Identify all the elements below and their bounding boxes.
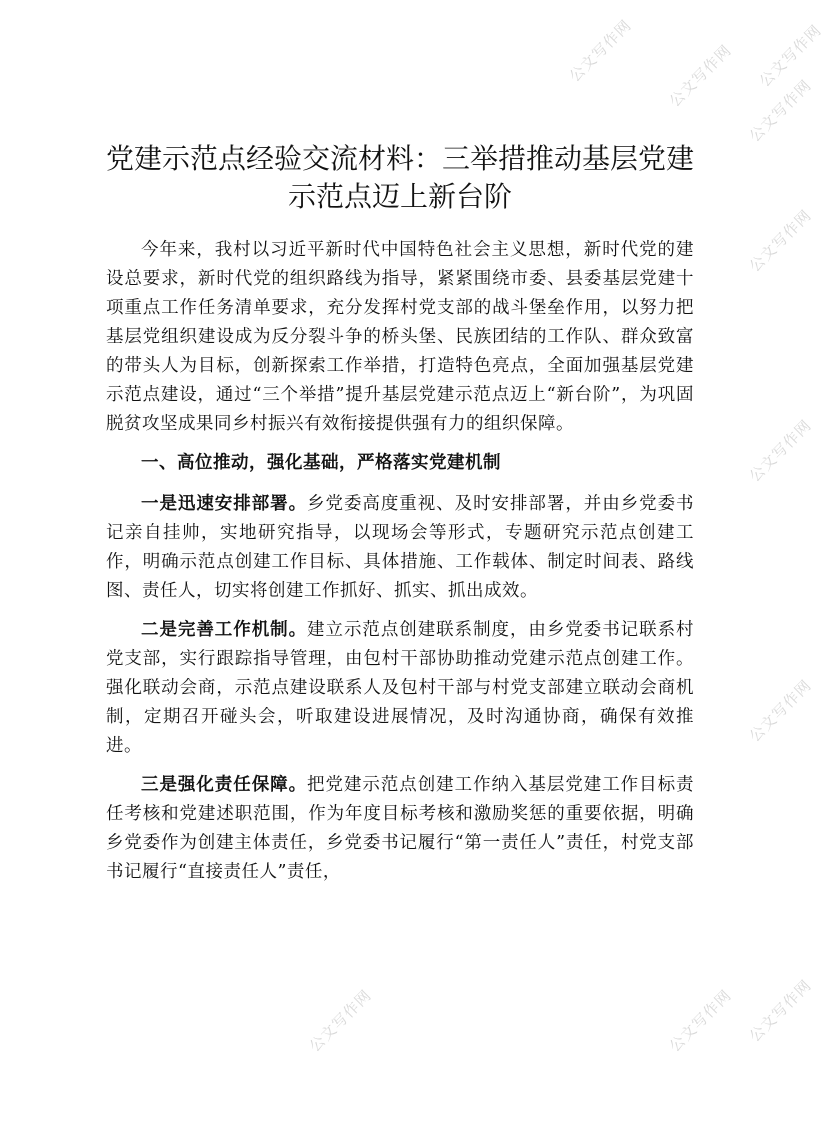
watermark-text: 公文写作网 [745,206,816,276]
watermark-text: 公文写作网 [745,76,816,146]
watermark-text: 公文写作网 [745,676,816,746]
item-paragraph-1 [106,490,694,606]
intro-paragraph: 今年来，我村以习近平新时代中国特色社会主义思想，新时代党的建设总要求，新时代党的组织路线为指导，紧紧围绕市委、县委基层党建十项重点工作任务清单要求，充分发挥村党支部的战斗堡垒作用，以努力把基层党组织建设成为反分裂斗争的桥头堡、民族团结的工作队、群众致富的带头人为目标，创新探索工作举措，打造特色亮点，全面加强基层党建示范点建设，通过“三个举措”提升基层党建示范点迈上“新台阶”，为巩固脱贫攻坚成果同乡村振兴有效衔接提供强有力的组织保障。 [106,240,694,434]
document-title: 党建示范点经验交流材料：三举措推动基层党建示范点迈上新台阶 [106,142,695,213]
watermark-text: 公文写作网 [305,986,376,1056]
watermark-text: 公文写作网 [755,21,826,91]
item-lead-1: 一是迅速安排部署。 [141,494,308,514]
watermark-text: 公文写作网 [565,16,636,86]
document-page [106,140,694,897]
section-heading-1: 一、高位推动，强化基础，严格落实党建机制 [141,453,501,473]
item-text-1: 乡党委高度重视、及时安排部署，并由乡党委书记亲自挂帅，实地研究指导，以现场会等形式，专题研究示范点创建工作，明确示范点创建工作目标、具体措施、工作载体、制定时间表、路线图、责任人，切实将创建工作抓好、抓实、抓出成效。 [106,494,695,601]
watermark-text: 公文写作网 [665,41,736,111]
watermark-text: 公文写作网 [745,976,816,1046]
item-text-2: 建立示范点创建联系制度，由乡党委书记联系村党支部，实行跟踪指导管理，由包村干部协助推动党建示范点创建工作。强化联动会商，示范点建设联系人及包村干部与村党支部建立联动会商机制，定期召开碰头会，听取建设进展情况，及时沟通协商，确保有效推进。 [106,620,695,756]
watermark-text: 公文写作网 [665,986,736,1056]
item-lead-2: 二是完善工作机制。 [141,620,308,640]
item-paragraph-3 [106,771,694,887]
watermark-text: 公文写作网 [745,416,816,486]
item-text-3: 把党建示范点创建工作纳入基层党建工作目标责任考核和党建述职范围，作为年度目标考核和激励奖惩的重要依据，明确乡党委作为创建主体责任，乡党委书记履行“第一责任人”责任，村党支部书记履行“直接责任人”责任， [106,775,695,882]
item-lead-3: 三是强化责任保障。 [141,775,308,795]
item-paragraph-2 [106,616,694,761]
